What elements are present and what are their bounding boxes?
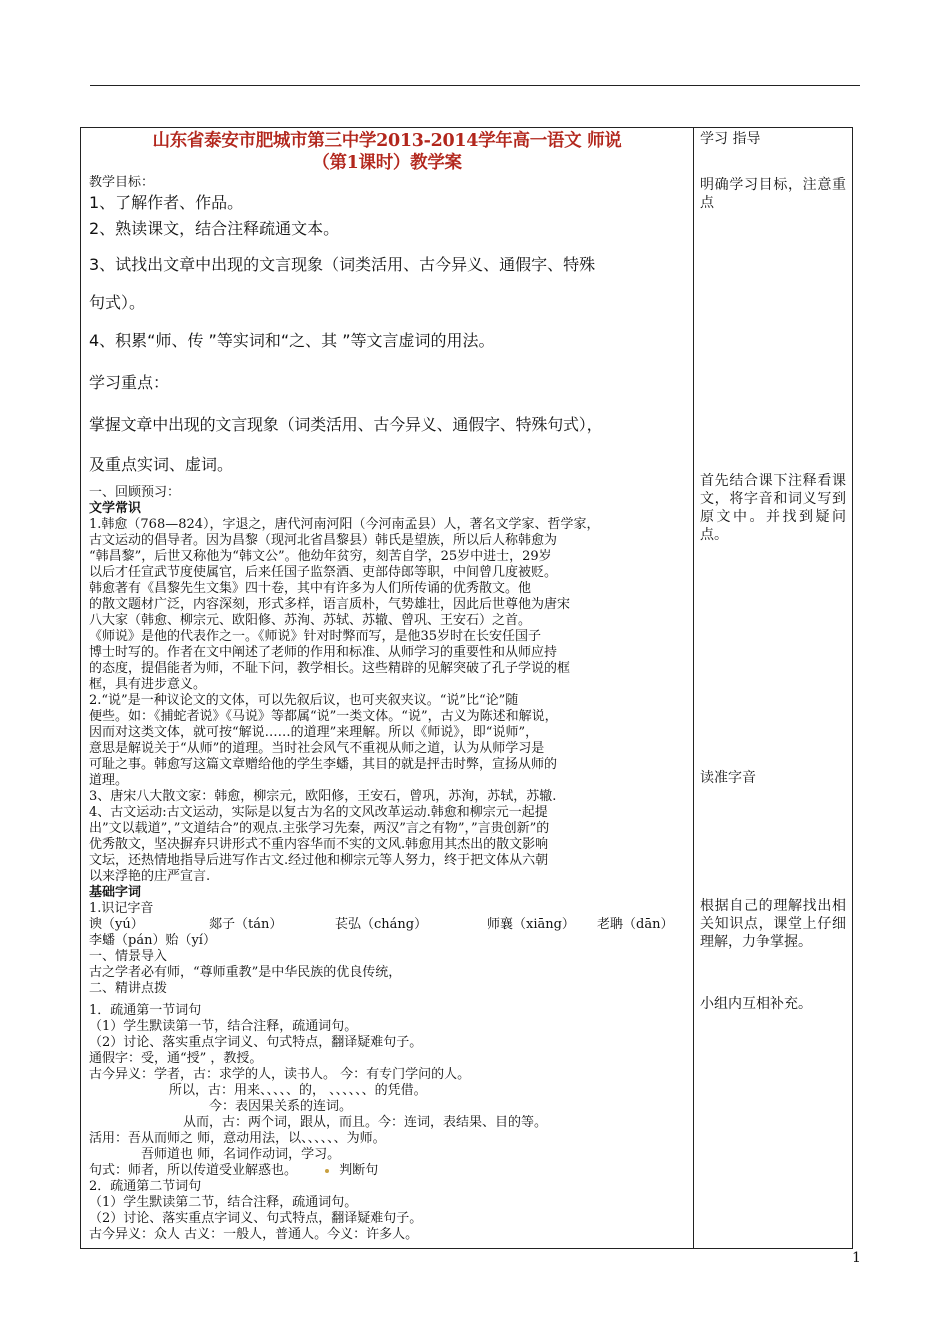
guide-tip: 首先结合课下注释看课文，将字音和词义写到原文中。并找到疑问点。 — [700, 473, 846, 543]
marker-dot — [325, 1169, 329, 1173]
sec1-line: （2）讨论、落实重点字词义、句式特点，翻译疑难句子。 — [89, 1035, 423, 1050]
pron-item: 谀（yú） — [89, 917, 144, 932]
text-line: 韩愈著有《昌黎先生文集》四十卷，其中有许多为人们所传诵的优秀散文。他 — [89, 581, 532, 596]
intro-text: 古之学者必有师，“尊师重教”是中华民族的优良传统， — [89, 965, 402, 980]
sec1-title: 1．疏通第一节词句 — [89, 1003, 202, 1018]
sec2-line: 古今异义：众人 古义：一般人，普通人。今义：许多人。 — [89, 1227, 419, 1242]
focus-line: 掌握文章中出现的文言现象（词类活用、古今异义、通假字、特殊句式）， — [89, 415, 603, 434]
syntax-note: 判断句 — [339, 1163, 379, 1178]
sec1-use-line: 吾师道也 师，名词作动词，学习。 — [141, 1147, 341, 1162]
pron-label: 1.识记字音 — [89, 901, 154, 916]
focus-line: 及重点实词、虚词。 — [89, 455, 234, 474]
literature-label: 文学常识 — [89, 501, 142, 516]
guide-tip: 根据自己的理解找出相关知识点，课堂上仔细理解，力争掌握。 — [700, 898, 846, 950]
content-cell — [81, 128, 694, 1249]
doc-title — [89, 130, 685, 174]
text-line: 以后才任宣武节度使属官，后来任国子监祭酒、吏部侍郎等职，中间曾几度被贬。 — [89, 565, 558, 580]
text-line: 因而对这类文体，就可按“解说……的道理”来理解。所以《师说》，即“说师”， — [89, 725, 539, 740]
pron-item: 苌弘（cháng） — [335, 917, 428, 932]
sec1-syntax-line — [89, 1163, 685, 1179]
text-line: 2.“说”是一种议论文的文体，可以先叙后议，也可夹叙夹议。“说”比“论”随 — [89, 693, 519, 708]
page-number: 1 — [852, 1250, 861, 1266]
text-line: 3、唐宋八大散文家：韩愈，柳宗元，欧阳修，王安石，曾巩，苏洵，苏轼，苏辙. — [89, 789, 557, 804]
text-line: 的态度，提倡能者为师，不耻下问，教学相长。这些精辟的见解突破了孔子学说的框 — [89, 661, 571, 676]
text-line: 道理。 — [89, 773, 129, 788]
sec2-line: （2）讨论、落实重点字词义、句式特点，翻译疑难句子。 — [89, 1211, 423, 1226]
text-line: 《师说》是他的代表作之一。《师说》针对时弊而写，是他35岁时在长安任国子 — [89, 629, 542, 644]
sec1-line: 通假字：受，通“授” ，教授。 — [89, 1051, 263, 1066]
intro-label: 一、情景导入 — [89, 949, 168, 964]
guide-tip: 读准字音 — [700, 770, 756, 786]
lecture-label: 二、精讲点拨 — [89, 981, 168, 996]
text-line: 可耻之事。韩愈写这篇文章赠给他的学生李蟠，其目的就是抨击时弊，宣扬从师的 — [89, 757, 558, 772]
text-line: 出”文以载道”，”文道结合”的观点.主张学习先秦，两汉”言之有物”，”言贵创新”的 — [89, 821, 550, 836]
objective-item: 4、积累“师、传 ”等实词和“之、其 ”等文言虚词的用法。 — [89, 331, 495, 350]
lesson-table — [80, 127, 853, 1249]
sec1-use-line: 活用：吾从而师之 师，意动用法，以、、、、、、为师。 — [89, 1131, 386, 1146]
guide-cell — [694, 128, 853, 1249]
literature-text — [89, 517, 685, 885]
focus-label: 学习重点： — [89, 373, 170, 392]
objectives-list — [89, 191, 685, 363]
text-line: 八大家（韩愈、柳宗元、欧阳修、苏洵、苏轼、苏辙、曾巩、王安石）之首。 — [89, 613, 532, 628]
text-line: 1.韩愈（768—824），字退之，唐代河南河阳（今河南孟县）人，著名文学家、哲学家， — [89, 517, 600, 532]
syntax-text: 句式：师者，所以传道受业解惑也。 — [89, 1163, 298, 1178]
sec1-line: （1）学生默读第一节，结合注释，疏通词句。 — [89, 1019, 358, 1034]
pron-item: 师襄（xiāng） — [487, 917, 575, 932]
text-line: 优秀散文，坚决摒弃只讲形式不重内容华而不实的文风.韩愈用其杰出的散文影响 — [89, 837, 549, 852]
pron-row-2: 李蟠（pán）贻（yí） — [89, 933, 216, 948]
text-line: 意思是解说关于“从师”的道理。当时社会风气不重视从师之道，认为从师学习是 — [89, 741, 545, 756]
guide-header: 学习 指导 — [700, 131, 761, 147]
sec2-title: 2．疏通第二节词句 — [89, 1179, 202, 1194]
text-line: 文坛，还热情地指导后进写作古文.经过他和柳宗元等人努力，终于把文体从六朝 — [89, 853, 549, 868]
text-line: 4、古文运动:古文运动，实际是以复古为名的文风改革运动.韩愈和柳宗元一起提 — [89, 805, 548, 820]
objective-item: 句式）。 — [89, 293, 146, 312]
text-line: “韩昌黎”，后世又称他为“韩文公”。他幼年贫穷，刻苦自学，25岁中进士，29岁 — [89, 549, 552, 564]
objective-item: 1、了解作者、作品。 — [89, 193, 244, 212]
sec1-line: 古今异义：学者，古：求学的人，读书人。 今：有专门学问的人。 — [89, 1067, 471, 1082]
objective-item: 3、试找出文章中出现的文言现象（词类活用、古今异义、通假字、特殊 — [89, 255, 596, 274]
guide-tip: 小组内互相补充。 — [700, 996, 812, 1012]
text-line: 便些。如：《捕蛇者说》《马说》等都属“说”一类文体。“说”，古义为陈述和解说， — [89, 709, 558, 724]
sec2-line: （1）学生默读第二节，结合注释，疏通词句。 — [89, 1195, 358, 1210]
objectives-label: 教学目标： — [89, 175, 155, 190]
pron-item: 郯子（tán） — [209, 917, 283, 932]
text-line: 以来浮艳的庄严宣言. — [89, 869, 211, 884]
header-rule — [90, 85, 860, 86]
title-line-1: 山东省泰安市肥城市第三中学2013-2014学年高一语文 师说 — [152, 131, 622, 151]
sec1-indent-line: 今：表因果关系的连词。 — [209, 1099, 353, 1114]
text-line: 的散文题材广泛，内容深刻，形式多样，语言质朴，气势雄壮，因此后世尊他为唐宋 — [89, 597, 571, 612]
pron-row — [89, 917, 685, 933]
objective-item: 2、熟读课文，结合注释疏通文本。 — [89, 219, 340, 238]
sec1-indent-line: 从而，古：两个词，跟从，而且。今：连词，表结果、目的等。 — [183, 1115, 548, 1130]
vocab-label: 基础字词 — [89, 885, 142, 900]
text-line: 博士时写的。作者在文中阐述了老师的作用和标准、从师学习的重要性和从师应持 — [89, 645, 558, 660]
text-line: 框，具有进步意义。 — [89, 677, 207, 692]
review-label: 一、回顾预习： — [89, 485, 181, 500]
text-line: 古文运动的倡导者。因为昌黎（现河北省昌黎县）韩氏是望族，所以后人称韩愈为 — [89, 533, 558, 548]
sec1-indent-line: 所以，古：用来、、、、、的， 、、、、、、的凭借。 — [169, 1083, 427, 1098]
title-line-2: （第1课时）教学案 — [312, 153, 462, 173]
pron-item: 老聃（dān） — [597, 917, 674, 932]
guide-tip: 明确学习目标，注意重点 — [700, 177, 846, 211]
